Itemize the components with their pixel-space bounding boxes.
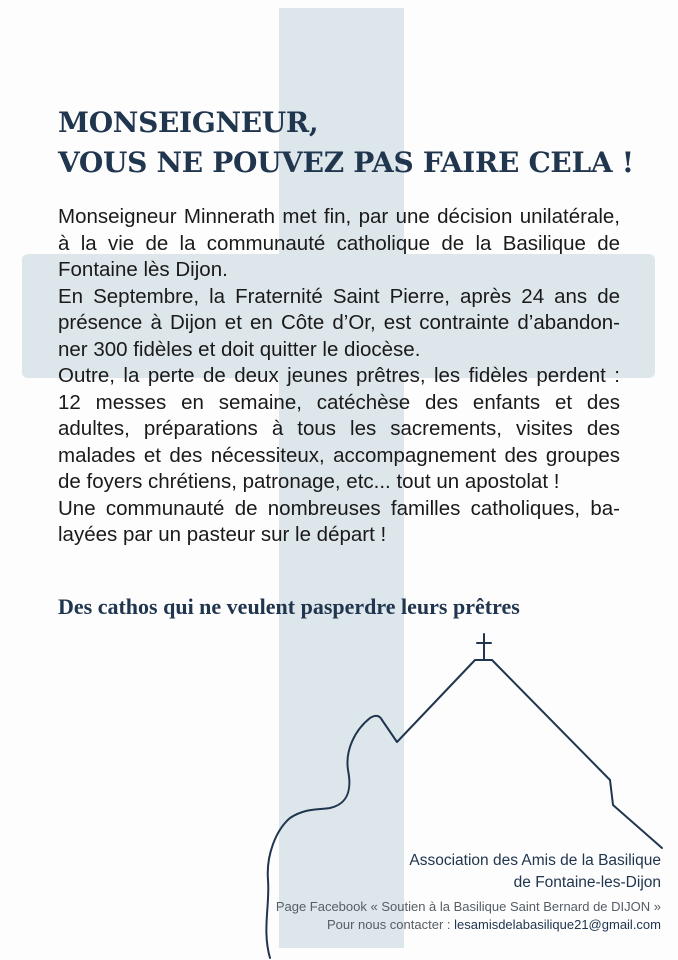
association-line-1: Association des Amis de la Basilique	[409, 852, 661, 869]
title-line-1: MONSEIGNEUR,	[58, 106, 319, 139]
paragraph-decision: Monseigneur Minnerath met fin, par une décision unilatérale, à la vie de la communauté catholique de la Basilique de Fontaine lès Dijon.	[58, 205, 620, 281]
paragraph-losses: Outre, la perte de deux jeunes prêtres, les fidèles perdent : 12 messes en semaine, catéchèse des enfants et des adultes, préparations à tous les sacrements, visites des malades et des nécessiteux, accompagnement des groupes de foyers chrétiens, patronage, etc... tout un apostolat !	[58, 364, 620, 493]
facebook-page-text: Page Facebook « Soutien à la Basilique Saint Bernard de DIJON »	[275, 899, 661, 914]
contact-email[interactable]: lesamisdelabasilique21@gmail.com	[454, 917, 661, 932]
paragraph-community: Une communauté de nombreuses familles catholiques, balayées par un pasteur sur le départ !	[58, 496, 620, 546]
page-title	[58, 103, 658, 183]
paragraph-fraternity: En Septembre, la Fraternité Saint Pierre, après 24 ans de présence à Dijon et en Côte d’Or, est contrainte d’abandonner 300 fidèles et doit quitter le diocèse.	[58, 284, 620, 361]
contact-info	[201, 898, 661, 934]
contact-line	[201, 916, 661, 934]
body-text	[58, 204, 620, 549]
church-cross-icon	[477, 634, 491, 660]
contact-label: Pour nous contacter :	[326, 917, 451, 932]
association-line-2: de Fontaine-les-Dijon	[513, 874, 661, 891]
title-line-2: VOUS NE POUVEZ PAS FAIRE CELA !	[58, 146, 634, 179]
association-name	[261, 850, 661, 894]
tagline: Des cathos qui ne veulent pasperdre leurs prêtres	[58, 594, 520, 619]
